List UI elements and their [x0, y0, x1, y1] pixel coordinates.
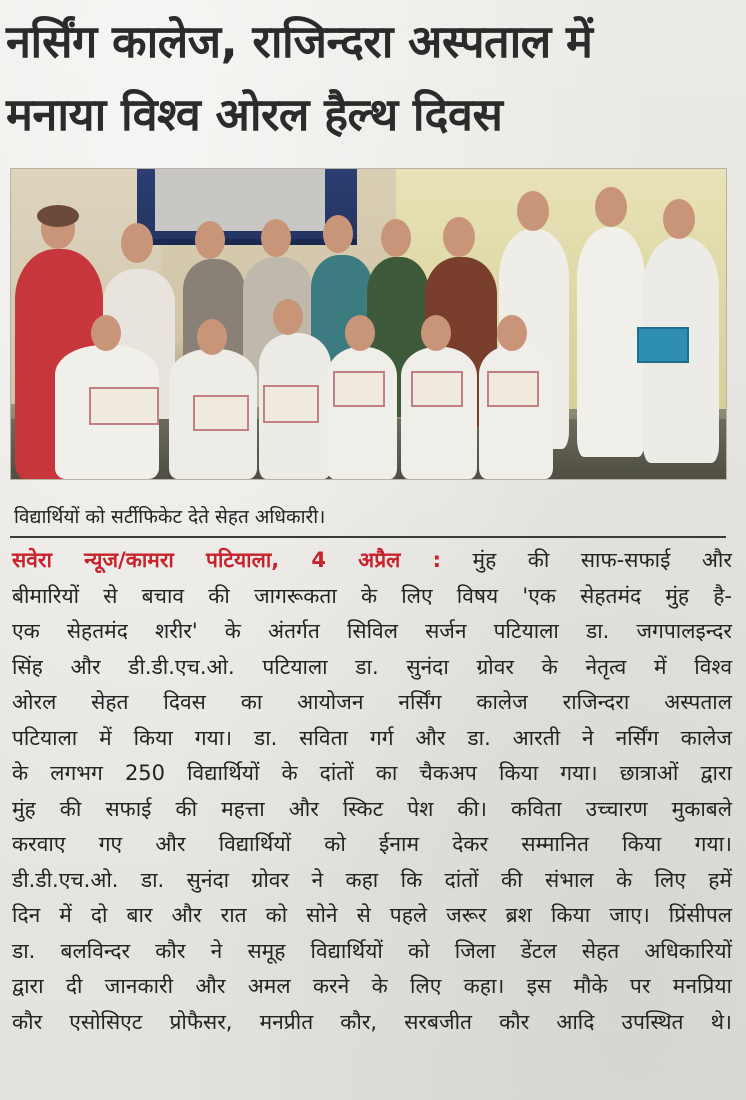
person-face [497, 315, 527, 351]
person-face [663, 199, 695, 239]
headline-line-2: मनाया विश्व ओरल हैल्थ दिवस [6, 88, 503, 141]
person-face [517, 191, 549, 231]
certificate [89, 387, 159, 425]
article-line: कौर एसोसिएट प्रोफैसर, मनप्रीत कौर, सरबजीत कौर आदि उपस्थित थे। [12, 1009, 732, 1034]
article-line: करवाए गए और विद्यार्थियों को ईनाम देकर सम्मानित किया गया। [12, 832, 732, 856]
photo-caption: विद्यार्थियों को सर्टीफिकेट देते सेहत अधिकारी। [14, 506, 326, 528]
person-face [195, 221, 225, 259]
headline-line-1: नर्सिंग कालेज, राजिन्दरा अस्पताल में [6, 15, 593, 68]
student-front-row [327, 347, 397, 479]
article-line: डा. बलविन्दर कौर ने समूह विद्यार्थियों को जिला डेंटल सेहत अधिकारियों [12, 938, 732, 963]
certificate [487, 371, 539, 407]
person-hair [37, 205, 79, 227]
article-line: एक सेहतमंद शरीर' के अंतर्गत सिविल सर्जन पटियाला डा. जगपालइन्दर [12, 619, 732, 643]
article-line: ओरल सेहत दिवस का आयोजन नर्सिंग कालेज राजिन्दरा अस्पताल [12, 690, 732, 714]
article-line: सिंह और डी.डी.एच.ओ. पटियाला डा. सुनंदा ग्रोवर के नेतृत्व में विश्व [12, 654, 732, 679]
article-line: के लगभग 250 विद्यार्थियों के दांतों का चैकअप किया गया। छात्राओं द्वारा [12, 761, 732, 785]
article-first-line-text: मुंह की साफ-सफाई और [472, 548, 732, 572]
person-face [273, 299, 303, 335]
article-line: दिन में दो बार और रात को सोने से पहले जरूर ब्रश किया जाए। प्रिंसीपल [12, 903, 732, 927]
student-front-row [479, 345, 553, 479]
person-face [345, 315, 375, 351]
caption-divider [10, 536, 726, 538]
person-face [323, 215, 353, 253]
certificate [333, 371, 385, 407]
article-line: बीमारियों से बचाव की जागरूकता के लिए विषय 'एक सेहतमंद मुंह है- [12, 583, 732, 608]
article-body [12, 543, 732, 1040]
person-face [121, 223, 153, 263]
person-white-coat [577, 227, 645, 457]
person-face [261, 219, 291, 257]
dateline: सवेरा न्यूज/कामरा पटियाला, 4 अप्रैल : [12, 548, 441, 572]
article-line: पटियाला में किया गया। डा. सविता गर्ग और डा. आरती ने नर्सिंग कालेज [12, 725, 732, 750]
person-face [595, 187, 627, 227]
article-line [12, 543, 732, 579]
blue-folder [637, 327, 689, 363]
person-face [91, 315, 121, 351]
certificate [263, 385, 319, 423]
event-photo [10, 168, 727, 480]
person-face [421, 315, 451, 351]
certificate [411, 371, 463, 407]
photo-sign-board [155, 169, 325, 231]
student-front-row [401, 347, 477, 479]
person-face [443, 217, 475, 257]
article-line: द्वारा दी जानकारी और अमल करने के लिए कहा। इस मौके पर मनप्रिया [12, 974, 732, 998]
certificate [193, 395, 249, 431]
person-face [197, 319, 227, 355]
article-line: मुंह की सफाई की महत्ता और स्किट पेश की। कविता उच्चारण मुकाबले [12, 796, 732, 821]
article-line: डी.डी.एच.ओ. डा. सुनंदा ग्रोवर ने कहा कि दांतों की संभाल के लिए हमें [12, 867, 732, 892]
person-face [381, 219, 411, 257]
